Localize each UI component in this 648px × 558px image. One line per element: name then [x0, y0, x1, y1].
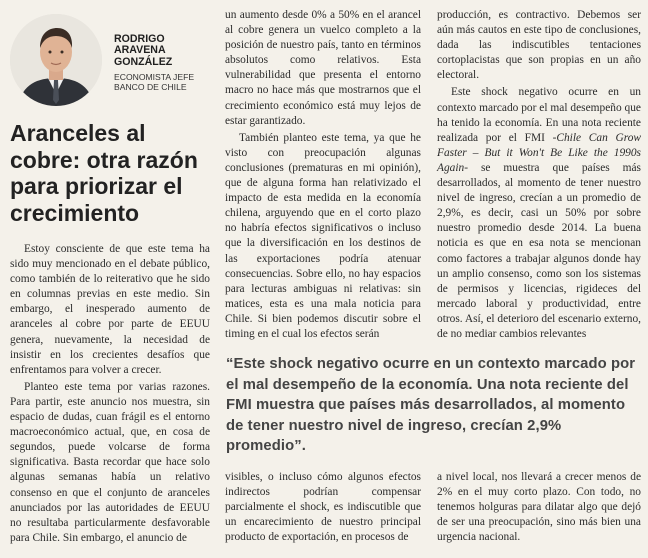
- paragraph: Estoy consciente de que este tema ha sido muy mencionado en el debate público, como también de lo reiterativo que he sido en columnas previas en este medio. Sin embargo, el inesperado aumento de aranceles al cobre por parte de EEUU genera, nuevamente, la necesidad de insistir en los crecientes desafíos que enfrentamos para volver a crecer.: [10, 243, 210, 376]
- pull-quote: “Este shock negativo ocurre en un contexto marcado por el mal desempeño de la economía. Una nota reciente del FMI muestra que países más desarrollados, al momento de tener nuestro nivel de ingreso, crecían 2,9% promedio”.: [226, 356, 636, 455]
- author-name: [114, 34, 224, 68]
- article-column-2-continued: [225, 470, 421, 545]
- author-role-line: ECONOMISTA JEFE: [114, 72, 195, 82]
- paragraph: un aumento desde 0% a 50% en el arancel al cobre genera un vuelco completo a la posición de nuestro país, tanto en términos absolutos como relativos. Esta vulnerabilidad que presenta el entorno macro no hace más que mostrarnos que el crecimiento económico está muy lejos de estar garantizado.: [225, 9, 421, 127]
- article-column-1: [10, 242, 210, 546]
- author-role-line: BANCO DE CHILE: [114, 82, 187, 92]
- author-name-line: ARAVENA: [114, 44, 166, 57]
- text-run: - se muestra que países más desarrollados, al momento de tener nuestro nivel de ingreso, crecían a un promedio de 2,9%, es decir, casi un 50% por sobre nuestro promedio desde 2014. La buena noticia es que en esa nota se mencionan como factores a trabajar algunos donde hay un amplio consenso, como son los sistemas de permisos y licencias, rigideces del mercado laboral y productividad, entre otros. Así, el deterioro del escenario externo, de no mediar cambios relevantes: [437, 161, 642, 340]
- author-name-line: RODRIGO: [114, 33, 165, 45]
- paragraph: producción, es contractivo. Debemos ser aún más cautos en este tipo de conclusiones, dada las indiscutibles tentaciones cortoplacistas que son propias en un año electoral.: [437, 9, 641, 82]
- article-headline: Aranceles al cobre: otra razón para priorizar el crecimiento: [10, 120, 198, 226]
- author-portrait-icon: [10, 14, 102, 106]
- author-role: [114, 72, 224, 92]
- author-photo: [10, 14, 102, 106]
- article-column-3: [437, 8, 641, 342]
- paragraph: visibles, o incluso cómo algunos efectos indirectos podrían compensar parcialmente el shock, es indiscutible que un encarecimiento de nuestro principal producto de exportación, en procesos de: [225, 471, 421, 544]
- paragraph: a nivel local, nos llevará a crecer menos de 2% en el muy corto plazo. Con todo, no tenemos holguras para dilatar algo que dejó de ser una preocupación, sino más bien una urgencia nacional.: [437, 471, 641, 544]
- author-name-line: GONZÁLEZ: [114, 55, 173, 68]
- paragraph: También planteo este tema, ya que he visto con preocupación algunas conclusiones (prematuras en mi opinión), que de alguna forma han relativizado el impacto de esta medida en la economía chilena, arguyendo que en el corto plazo no habría efectos significativos o incluso que la diversificación en los destinos de las exportaciones podría atenuar consecuencias. Sobre ello, no hay espacios para lecturas ambiguas ni relativas: sin matices, esta es una mala noticia para Chile. Si bien podemos discutir sobre el timing en el cual los efectos serán: [225, 131, 421, 340]
- paragraph: [437, 85, 641, 342]
- text-run: Este shock negativo ocurre en un contexto marcado por el mal desempeño que ha tenido la economía. En una nota reciente realizada por el FMI -: [437, 86, 641, 144]
- paragraph: Planteo este tema por varias razones. Para partir, este anuncio nos muestra, sin espacio de dudas, cuan frágil es el entorno macroeconómico actual, que, en cosa de segundos, puede volcarse de forma significativa. Basta recordar que hace solo algunas semanas había un relativo consenso en que el conjunto de aranceles anunciados por las autoridades de EEUU no resultaba particularmente desfavorable para Chile. Sin embargo, el anuncio de: [10, 380, 210, 544]
- article-column-3-continued: [437, 470, 641, 545]
- article-column-2: [225, 8, 421, 342]
- imf-note-title: Chile Can Grow Faster – But it Won't Be Like the 1990s Again: [437, 131, 641, 174]
